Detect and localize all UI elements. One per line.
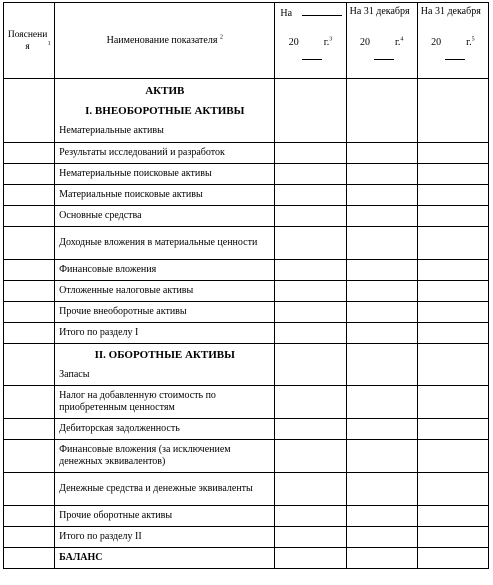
value-cell <box>346 185 417 206</box>
header-notes-label: Пояснения <box>7 29 48 52</box>
row-label: Материальные поисковые активы <box>55 185 275 206</box>
notes-cell <box>4 473 55 506</box>
table-row <box>4 164 489 185</box>
notes-cell <box>4 302 55 323</box>
notes-cell <box>4 260 55 281</box>
row-label: Прочие оборотные активы <box>55 506 275 527</box>
value-cell <box>417 185 488 206</box>
row-label: Нематериальные поисковые активы <box>55 164 275 185</box>
notes-cell <box>4 323 55 344</box>
asset-title: АКТИВ <box>145 85 185 97</box>
table-row <box>4 506 489 527</box>
value-cell <box>417 79 488 143</box>
table-row <box>4 143 489 164</box>
value-cell <box>275 527 346 548</box>
value-cell <box>346 143 417 164</box>
table-row <box>4 419 489 440</box>
year-suffix: г. <box>394 37 401 48</box>
value-cell <box>417 143 488 164</box>
notes-cell <box>4 548 55 569</box>
table-row <box>4 206 489 227</box>
value-cell <box>346 323 417 344</box>
row-label: Результаты исследований и разработок <box>55 143 275 164</box>
section-2-title: II. ОБОРОТНЫЕ АКТИВЫ <box>94 349 235 361</box>
value-cell <box>275 419 346 440</box>
year-prefix: 20 <box>359 37 370 48</box>
value-cell <box>346 440 417 473</box>
value-cell <box>275 323 346 344</box>
value-cell <box>275 386 346 419</box>
header-date-current <box>275 3 346 79</box>
value-cell <box>346 164 417 185</box>
value-cell <box>275 79 346 143</box>
balance-total-label: БАЛАНС <box>55 548 275 569</box>
table-row <box>4 281 489 302</box>
row-label: Прочие внеоборотные активы <box>55 302 275 323</box>
row-label: Отложенные налоговые активы <box>55 281 275 302</box>
table-row <box>4 440 489 473</box>
value-cell <box>346 302 417 323</box>
table-row <box>4 302 489 323</box>
row-label: Доходные вложения в материальные ценности <box>55 227 275 260</box>
header-date-prev-prev-year-label: На 31 декабря <box>420 6 481 17</box>
value-cell <box>417 473 488 506</box>
table-header-row <box>4 3 489 79</box>
value-cell <box>275 506 346 527</box>
table-row <box>4 548 489 569</box>
row-label: Денежные средства и денежные эквиваленты <box>55 473 275 506</box>
section-cell <box>55 344 275 386</box>
value-cell <box>417 344 488 386</box>
value-cell <box>417 506 488 527</box>
value-cell <box>275 473 346 506</box>
row-label: Нематериальные активы <box>59 125 164 136</box>
value-cell <box>346 548 417 569</box>
notes-cell <box>4 143 55 164</box>
header-date-current-footnote: 3 <box>329 36 333 43</box>
table-row <box>4 527 489 548</box>
section-1-total-label: Итого по разделу I <box>55 323 275 344</box>
header-indicator-footnote: 2 <box>219 34 223 41</box>
notes-cell <box>4 344 55 386</box>
section-1-title: I. ВНЕОБОРОТНЫЕ АКТИВЫ <box>85 105 245 117</box>
value-cell <box>346 281 417 302</box>
section-2-total-label: Итого по разделу II <box>55 527 275 548</box>
value-cell <box>275 143 346 164</box>
header-notes <box>4 3 55 79</box>
value-cell <box>275 281 346 302</box>
row-label: Основные средства <box>55 206 275 227</box>
value-cell <box>346 386 417 419</box>
balance-sheet-table <box>3 2 489 569</box>
header-date-prev-year-footnote: 4 <box>400 36 404 43</box>
notes-cell <box>4 527 55 548</box>
header-indicator-name <box>55 3 275 79</box>
header-date-prev-year <box>346 3 417 79</box>
table-row <box>4 227 489 260</box>
table-row <box>4 185 489 206</box>
notes-cell <box>4 281 55 302</box>
table-row <box>4 260 489 281</box>
value-cell <box>275 185 346 206</box>
value-cell <box>346 79 417 143</box>
value-cell <box>417 527 488 548</box>
value-cell <box>275 164 346 185</box>
notes-cell <box>4 206 55 227</box>
table-row <box>4 344 489 386</box>
year-prefix: 20 <box>288 37 299 48</box>
value-cell <box>275 206 346 227</box>
value-cell <box>417 323 488 344</box>
table-row <box>4 473 489 506</box>
row-label: Дебиторская задолженность <box>55 419 275 440</box>
header-date-current-prefix: На <box>280 8 293 19</box>
value-cell <box>275 260 346 281</box>
notes-cell <box>4 386 55 419</box>
value-cell <box>346 206 417 227</box>
value-cell <box>275 548 346 569</box>
notes-cell <box>4 164 55 185</box>
notes-cell <box>4 79 55 143</box>
table-row <box>4 79 489 143</box>
header-indicator-label: Наименование показателя <box>106 34 218 46</box>
header-date-prev-prev-year <box>417 3 488 79</box>
date-blank-line <box>302 6 342 16</box>
value-cell <box>346 419 417 440</box>
value-cell <box>275 302 346 323</box>
year-suffix: г. <box>323 37 330 48</box>
year-blank-line <box>374 59 394 60</box>
value-cell <box>417 302 488 323</box>
value-cell <box>417 164 488 185</box>
section-cell <box>55 79 275 143</box>
value-cell <box>346 344 417 386</box>
value-cell <box>417 227 488 260</box>
value-cell <box>417 440 488 473</box>
year-prefix: 20 <box>431 37 442 48</box>
value-cell <box>417 386 488 419</box>
year-blank-line <box>445 59 465 60</box>
value-cell <box>346 527 417 548</box>
value-cell <box>417 281 488 302</box>
header-date-prev-prev-year-footnote: 5 <box>471 36 475 43</box>
notes-cell <box>4 227 55 260</box>
notes-cell <box>4 440 55 473</box>
row-label: Запасы <box>59 369 90 380</box>
value-cell <box>275 440 346 473</box>
table-row <box>4 386 489 419</box>
row-label: Налог на добавленную стоимость по приобретенным ценностям <box>55 386 275 419</box>
year-suffix: г. <box>466 37 472 48</box>
row-label: Финансовые вложения <box>55 260 275 281</box>
table-row <box>4 323 489 344</box>
year-blank-line <box>302 59 322 60</box>
value-cell <box>275 227 346 260</box>
value-cell <box>346 473 417 506</box>
notes-cell <box>4 419 55 440</box>
value-cell <box>346 506 417 527</box>
value-cell <box>417 260 488 281</box>
notes-cell <box>4 185 55 206</box>
value-cell <box>417 206 488 227</box>
row-label: Финансовые вложения (за исключением денежных эквивалентов) <box>55 440 275 473</box>
notes-cell <box>4 506 55 527</box>
value-cell <box>417 419 488 440</box>
value-cell <box>275 344 346 386</box>
value-cell <box>417 548 488 569</box>
value-cell <box>346 260 417 281</box>
header-notes-footnote: 1 <box>47 40 51 47</box>
header-date-prev-year-label: На 31 декабря <box>349 6 410 17</box>
value-cell <box>346 227 417 260</box>
